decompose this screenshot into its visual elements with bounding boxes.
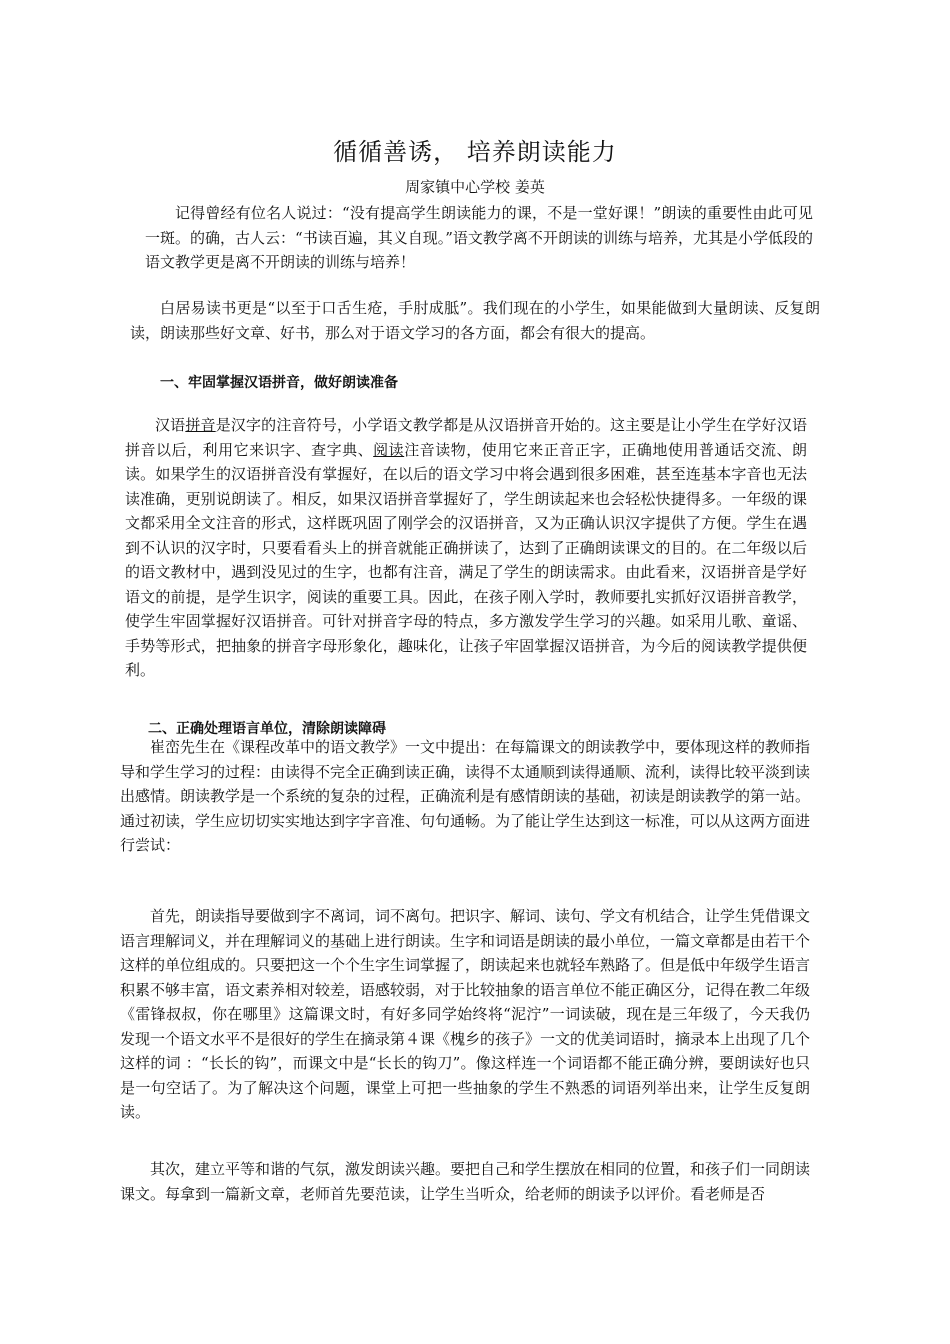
pinyin-link[interactable]: 拼音 xyxy=(185,416,216,434)
section2-paragraph-2: 首先，朗读指导要做到字不离词，词不离句。把识字、解词、读句、学文有机结合，让学生凭借课文语言理解词义，并在理解词义的基础上进行朗读。生字和词语是朗读的最小单位，一篇文章都是由若干个这样的单位组成的。只要把这一个个生字生词掌握了，朗读起来也就轻车熟路了。但是低中年级学生语言积累不够丰富，语文素养相对较差，语感较弱，对于比较抽象的语言单位不能正确区分，记得在教二年级《雷锋叔叔，你在哪里》这篇课文时，有好多同学始终将“泥泞”一词读破，现在是三年级了，今天我仍发现一个语文水平不是很好的学生在摘录第４课《槐乡的孩子》一文的优美词语时，摘录本上出现了几个这样的词 ：“长长的钩”，而课文中是“长长的钩刀”。像这样连一个词语都不能正确分辨，要朗读好也只是一句空话了。为了解决这个问题，课堂上可把一些抽象的学生不熟悉的词语列举出来，让学生反复朗读。 xyxy=(120,907,811,1121)
section-heading-1: 一、牢固掌握汉语拼音，做好朗读准备 xyxy=(160,375,398,391)
intro-paragraph-1: 记得曾经有位名人说过：“没有提高学生朗读能力的课，不是一堂好课！”朗读的重要性由此可见一斑。的确，古人云：“书读百遍，其义自现。”语文教学离不开朗读的训练与培养，尤其是小学低段的语文教学更是离不开朗读的训练与培养！ xyxy=(145,204,813,271)
section2-paragraph-3: 其次，建立平等和谐的气氛，激发朗读兴趣。要把自己和学生摆放在相同的位置，和孩子们一同朗读课文。每拿到一篇新文章，老师首先要范读，让学生当听众，给老师的朗读予以评价。看老师是否 xyxy=(120,1160,811,1203)
section2-paragraph-1: 崔峦先生在《课程改革中的语文教学》一文中提出：在每篇课文的朗读教学中，要体现这样的教师指导和学生学习的过程：由读得不完全正确到读正确，读得不太通顺到读得通顺、流利，读得比较平淡到读出感情。朗读教学是一个系统的复杂的过程，正确流利是有感情朗读的基础，初读是朗读教学的第一站。通过初读，学生应切切实实地达到字字音准、句句通畅。为了能让学生达到这一标准，可以从这两方面进行尝试： xyxy=(120,738,811,854)
author-byline: 周家镇中心学校 姜英 xyxy=(405,178,545,196)
reading-link[interactable]: 阅读 xyxy=(373,440,405,459)
intro-paragraph-2: 白居易读书更是“以至于口舌生疮，手肘成胝”。我们现在的小学生，如果能做到大量朗读、反复朗读，朗读那些好文章、好书，那么对于语文学习的各方面，都会有很大的提高。 xyxy=(130,299,820,342)
section1-text-c: 注音读物，使用它来正音正字，正确地使用普通话交流、朗读。如果学生的汉语拼音没有掌握好，在以后的语文学习中将会遇到很多困难，甚至连基本字音也无法读准确，更别说朗读了。相反，如果汉语拼音掌握好了，学生朗读起来也会轻松快捷得多。一年级的课文都采用全文注音的形式，这样既巩固了刚学会的汉语拼音，又为正确认识汉字提供了方便。学生在遇到不认识的汉字时，只要看看头上的拼音就能正确拼读了，达到了正确朗读课文的目的。在二年级以后的语文教材中，遇到没见过的生字，也都有注音，满足了学生的朗读需求。由此看来，汉语拼音是学好语文的前提，是学生识字，阅读的重要工具。因此，在孩子刚入学时，教师要扎实抓好汉语拼音教学，使学生牢固掌握好汉语拼音。可针对拼音字母的特点，多方激发学生学习的兴趣。如采用儿歌、童谣、手势等形式，把抽象的拼音字母形象化，趣味化，让孩子牢固掌握汉语拼音，为今后的阅读教学提供便利。 xyxy=(125,440,807,679)
section1-paragraph xyxy=(125,413,807,683)
section-heading-2: 二、正确处理语言单位，清除朗读障碍 xyxy=(148,721,386,737)
document-title: 循循善诱， 培养朗读能力 xyxy=(333,138,617,166)
section1-text-a: 汉语 xyxy=(155,416,186,434)
section1-text-b: 是汉字的注音符号，小学语文教学都是从汉语拼音开始的。这主要是让小学生在学好汉语拼音以后，利用它来识字、查字典、 xyxy=(125,416,807,459)
